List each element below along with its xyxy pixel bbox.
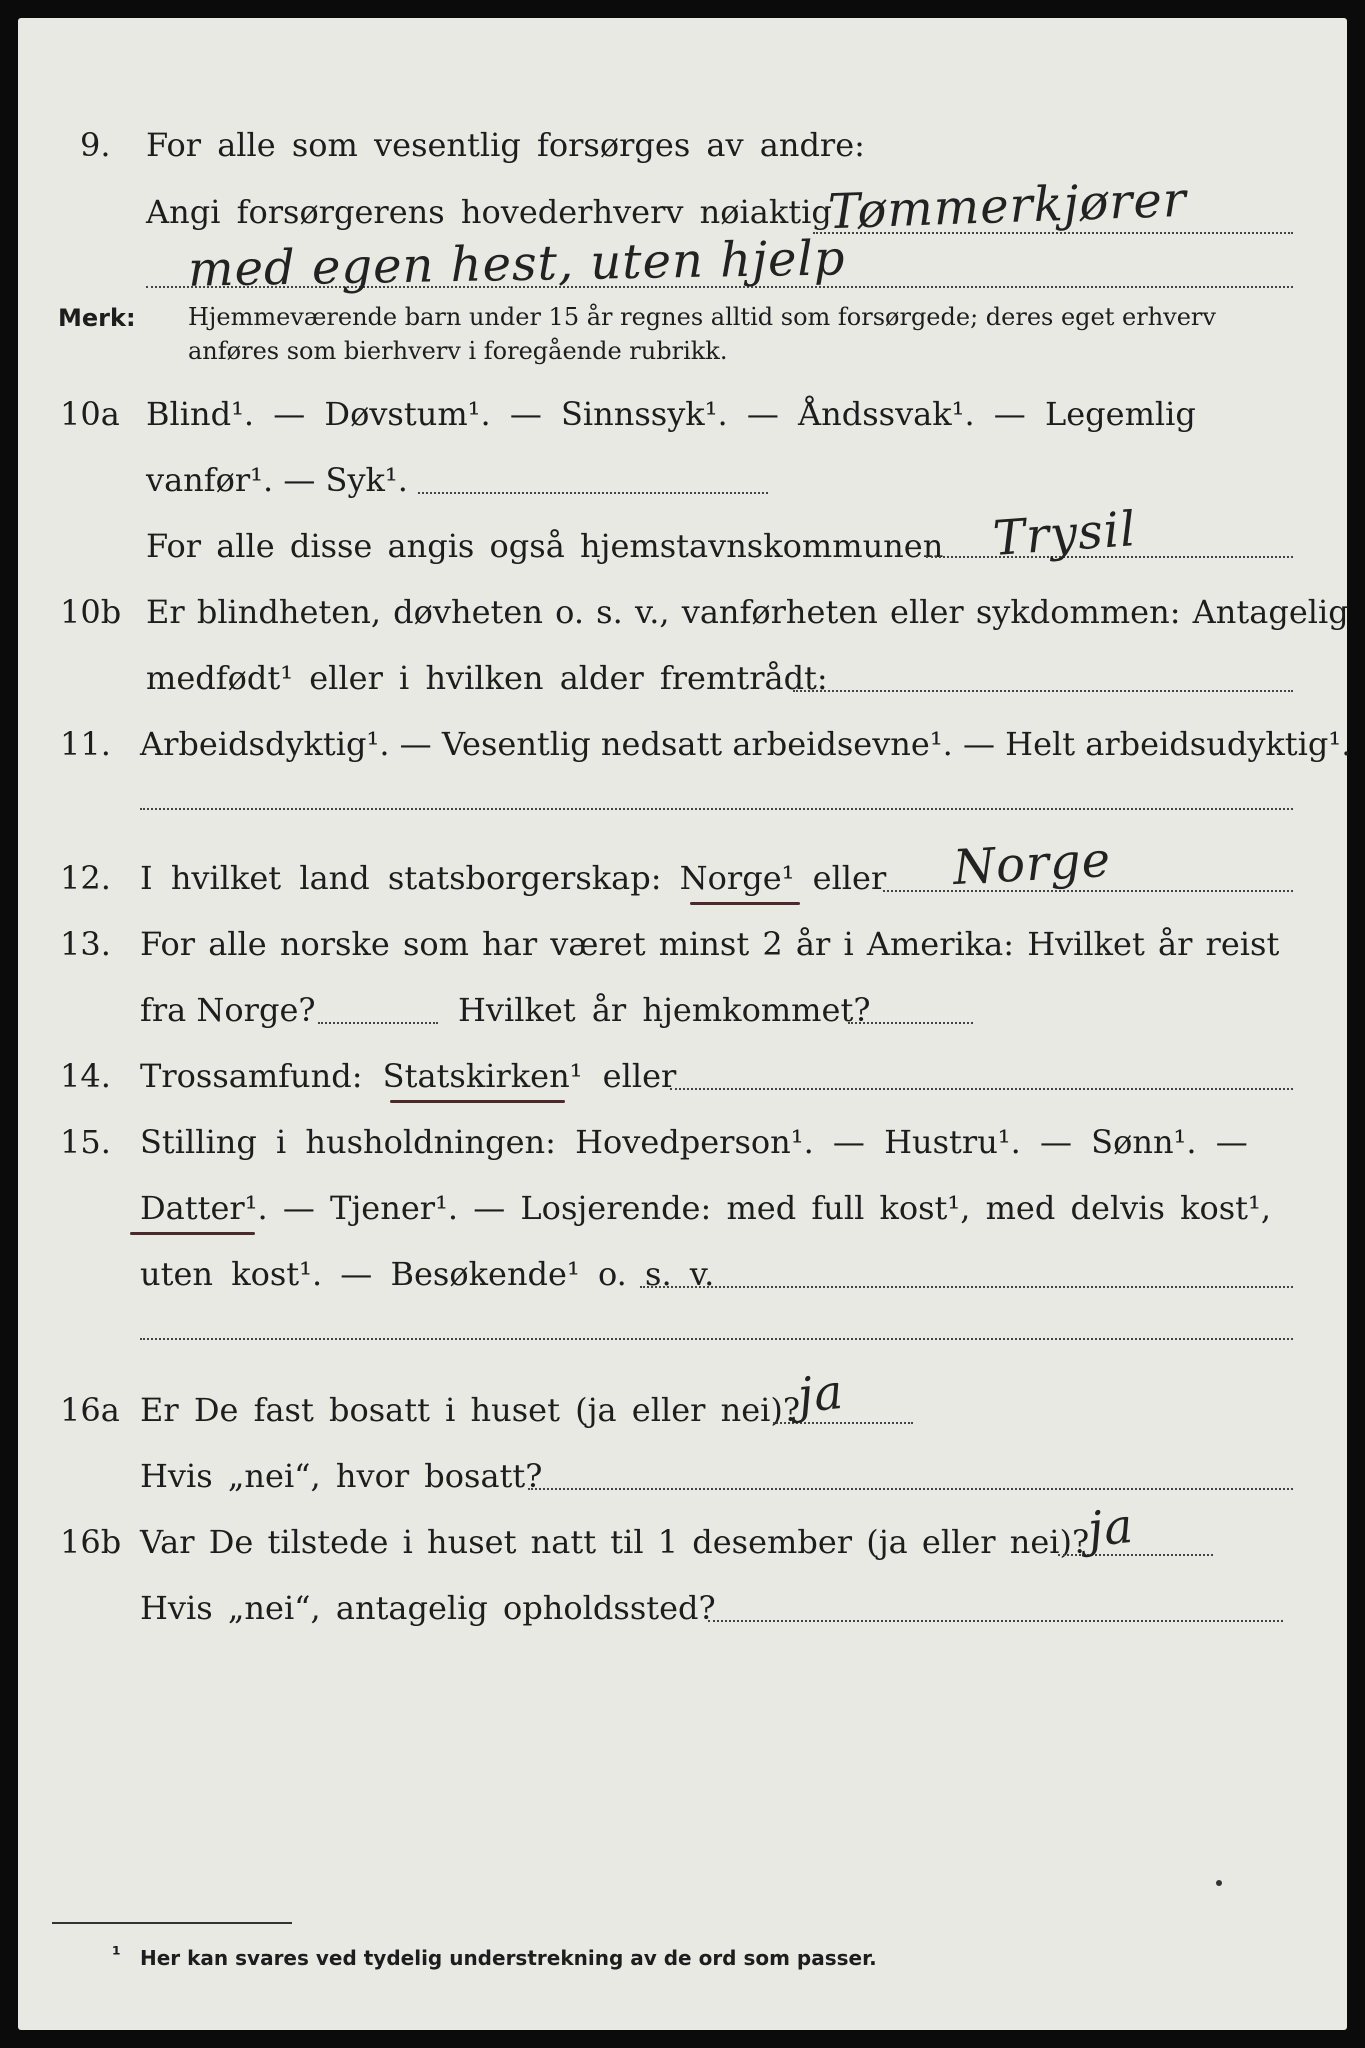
q14-line1: Trossamfund: Statskirken¹ eller bbox=[140, 1057, 677, 1095]
q11-number: 11. bbox=[60, 725, 111, 763]
merk-label: Merk: bbox=[58, 304, 136, 332]
q16b-line2: Hvis „nei“, antagelig opholdssted? bbox=[140, 1589, 716, 1627]
q16a-handwritten: ja bbox=[795, 1363, 847, 1425]
q11-answer-line[interactable] bbox=[140, 808, 1293, 810]
q13-hjemkommet-line[interactable] bbox=[848, 1022, 973, 1024]
q15-answer-line1[interactable] bbox=[640, 1286, 1293, 1288]
q13-number: 13. bbox=[60, 925, 111, 963]
q10a-line1: Blind¹. — Døvstum¹. — Sinnssyk¹. — Åndssvak¹. — Legemlig bbox=[146, 395, 1196, 433]
q10a-syk-line[interactable] bbox=[418, 492, 768, 494]
footnote-text: Her kan svares ved tydelig understrekning av de ord som passer. bbox=[140, 1946, 877, 1970]
ink-dot bbox=[1216, 1880, 1222, 1886]
census-form-page bbox=[18, 18, 1352, 2030]
q16a-bosatt-line[interactable] bbox=[528, 1488, 1293, 1490]
q10b-line1: Er blindheten, døvheten o. s. v., vanførheten eller sykdommen: Antagelig bbox=[146, 593, 1349, 631]
q10a-handwritten: Trysil bbox=[991, 501, 1139, 567]
footnote-rule bbox=[52, 1922, 292, 1924]
q9-number: 9. bbox=[80, 126, 111, 164]
q15-line3: uten kost¹. — Besøkende¹ o. s. v. bbox=[140, 1255, 715, 1293]
q16a-line2: Hvis „nei“, hvor bosatt? bbox=[140, 1457, 543, 1495]
q16a-number: 16a bbox=[60, 1391, 120, 1429]
q13-line2a: fra Norge? bbox=[140, 991, 316, 1029]
q10b-line2: medfødt¹ eller i hvilken alder fremtrådt: bbox=[146, 659, 828, 697]
q9-line1: For alle som vesentlig forsørges av andre: bbox=[146, 126, 865, 164]
q9-handwritten-2: med egen hest, uten hjelp bbox=[187, 230, 846, 298]
q9-line2: Angi forsørgerens hovederhverv nøiaktig bbox=[146, 193, 832, 231]
q12-answer-line[interactable] bbox=[883, 890, 1293, 892]
q10b-number: 10b bbox=[60, 593, 122, 631]
q10a-number: 10a bbox=[60, 395, 120, 433]
q13-reist-line[interactable] bbox=[318, 1022, 438, 1024]
q16b-answer-line[interactable] bbox=[1058, 1554, 1213, 1556]
q14-number: 14. bbox=[60, 1057, 111, 1095]
footnote-mark: ¹ bbox=[112, 1942, 121, 1966]
q16b-line1: Var De tilstede i huset natt til 1 desember (ja eller nei)? bbox=[140, 1523, 1090, 1561]
q12-line1: I hvilket land statsborgerskap: Norge¹ eller bbox=[140, 859, 887, 897]
q10a-line2: vanfør¹. — Syk¹. bbox=[146, 461, 408, 499]
q15-line1: Stilling i husholdningen: Hovedperson¹. — Hustru¹. — Sønn¹. — bbox=[140, 1123, 1248, 1161]
q10b-answer-line[interactable] bbox=[793, 690, 1293, 692]
q16b-opholdssted-line[interactable] bbox=[708, 1620, 1283, 1622]
q16b-number: 16b bbox=[60, 1523, 122, 1561]
q16b-handwritten: ja bbox=[1085, 1497, 1137, 1559]
q14-answer-line[interactable] bbox=[670, 1088, 1293, 1090]
q13-line1: For alle norske som har været minst 2 år i Amerika: Hvilket år reist bbox=[140, 925, 1280, 963]
q12-handwritten: Norge bbox=[951, 831, 1113, 897]
q12-underline-norge bbox=[690, 902, 800, 905]
q9-handwritten-1: Tømmerkjører bbox=[827, 171, 1188, 241]
merk-line2: anføres som bierhverv i foregående rubrikk. bbox=[188, 337, 728, 365]
q16a-line1: Er De fast bosatt i huset (ja eller nei)? bbox=[140, 1391, 801, 1429]
q15-answer-line2[interactable] bbox=[140, 1338, 1293, 1340]
q15-line2: Datter¹. — Tjener¹. — Losjerende: med full kost¹, med delvis kost¹, bbox=[140, 1189, 1272, 1227]
q14-underline-statskirken bbox=[390, 1100, 565, 1103]
merk-line1: Hjemmeværende barn under 15 år regnes alltid som forsørgede; deres eget erhverv bbox=[188, 303, 1216, 331]
q12-number: 12. bbox=[60, 859, 111, 897]
q16a-answer-line[interactable] bbox=[773, 1422, 913, 1424]
q15-underline-datter bbox=[130, 1232, 255, 1235]
q10a-line3: For alle disse angis også hjemstavnskommunen bbox=[146, 527, 944, 565]
q15-number: 15. bbox=[60, 1123, 111, 1161]
q13-line2b: Hvilket år hjemkommet? bbox=[458, 991, 871, 1029]
q11-line1: Arbeidsdyktig¹. — Vesentlig nedsatt arbeidsevne¹. — Helt arbeidsudyktig¹. bbox=[140, 725, 1352, 763]
